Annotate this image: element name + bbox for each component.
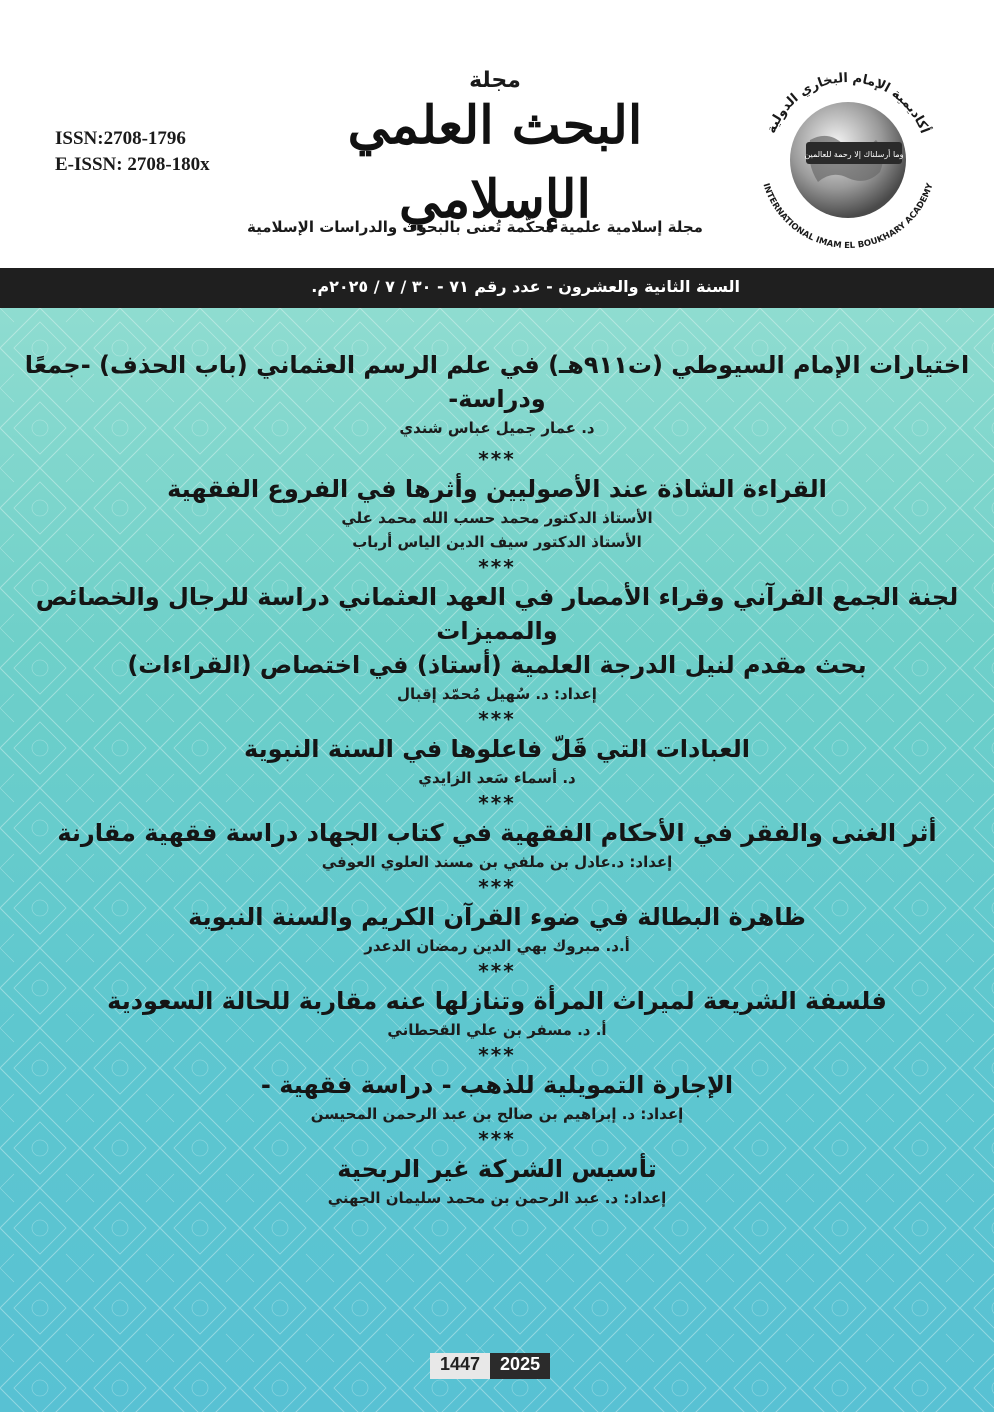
- issn: ISSN:2708-1796: [55, 128, 186, 149]
- article-author: إعداد: د. عبد الرحمن بن محمد سليمان الجهني: [327, 1189, 667, 1207]
- article: [0, 348, 994, 440]
- table-of-contents: [0, 308, 994, 1210]
- hijri-year: 1447: [430, 1353, 490, 1379]
- issn-block: [55, 126, 210, 178]
- separator: ***: [478, 959, 516, 983]
- article-title: لجنة الجمع القرآني وقراء الأمصار في العهد العثماني دراسة للرجال والخصائص والمميزات: [35, 583, 959, 645]
- issue-band: [0, 268, 994, 308]
- article: [0, 816, 994, 874]
- article-author: د. عمار جميل عباس شندي: [399, 419, 595, 437]
- article-author: د. أسماء سَعد الزايدي: [418, 769, 576, 787]
- separator: ***: [478, 791, 516, 815]
- separator: ***: [478, 447, 516, 471]
- magazine-title: البحث العلمي الإسلامي: [347, 95, 643, 230]
- article: [0, 472, 994, 554]
- article-title: الإجارة التمويلية للذهب - دراسة فقهية -: [260, 1071, 734, 1099]
- article-author: الأستاذ الدكتور محمد حسب الله محمد علي: [341, 509, 653, 527]
- article-author: إعداد: د. سُهيل مُحمّد إقبال: [397, 685, 597, 703]
- article: [0, 1152, 994, 1210]
- separator: ***: [478, 1043, 516, 1067]
- article-author: إعداد: د.عادل بن ملفي بن مسند العلوي العوفي: [321, 853, 673, 871]
- academy-logo: [748, 60, 948, 260]
- article-author: أ. د. مسفر بن علي القحطاني: [387, 1021, 607, 1039]
- article-author: الأستاذ الدكتور سيف الدين الياس أرباب: [352, 533, 642, 551]
- header: [0, 0, 994, 268]
- article-title: أثر الغنى والفقر في الأحكام الفقهية في كتاب الجهاد دراسة فقهية مقارنة: [57, 819, 937, 847]
- article-title: اختيارات الإمام السيوطي (ت٩١١هـ) في علم الرسم العثماني (باب الحذف) -جمعًا ودراسة-: [24, 351, 970, 413]
- separator: ***: [478, 707, 516, 731]
- article-title: فلسفة الشريعة لميراث المرأة وتنازلها عنه مقاربة للحالة السعودية: [107, 987, 887, 1015]
- magazine-title-block: [250, 68, 740, 237]
- logo-latin-name: INTERNATIONAL IMAM EL BOUKHARY ACADEMY: [760, 182, 936, 252]
- eissn: E-ISSN: 2708-180x: [55, 154, 210, 175]
- issue-info: السنة الثانية والعشرون - عدد رقم ٧١ - ٣٠ / ٧ / ٢٠٢٥م.: [311, 277, 740, 296]
- article-subtitle: بحث مقدم لنيل الدرجة العلمية (أستاذ) في اختصاص (القراءات): [127, 651, 867, 679]
- article: [0, 580, 994, 706]
- article: [0, 1068, 994, 1126]
- article-author: أ.د. مبروك بهي الدين رمضان الدعدر: [364, 937, 630, 955]
- year-badge: [430, 1353, 550, 1379]
- magazine-subtitle: مجلة إسلامية علمية محكّمة تُعنى بالبحوث والدراسات الإسلامية: [247, 218, 703, 236]
- magazine-label: مجلة: [469, 68, 521, 93]
- logo-arabic-name: أكاديمية الإمام البخاري الدولية: [764, 70, 932, 136]
- article: [0, 732, 994, 790]
- article-author: إعداد: د. إبراهيم بن صالح بن عبد الرحمن المحيسن: [310, 1105, 684, 1123]
- article-title: تأسيس الشركة غير الربحية: [337, 1155, 657, 1183]
- article: [0, 900, 994, 958]
- article-title: ظاهرة البطالة في ضوء القرآن الكريم والسنة النبوية: [188, 903, 806, 931]
- logo-motto: وما أرسلناك إلا رحمة للعالمين: [804, 150, 904, 159]
- article: [0, 984, 994, 1042]
- separator: ***: [478, 1127, 516, 1151]
- separator: ***: [478, 555, 516, 579]
- gregorian-year: 2025: [490, 1353, 550, 1379]
- separator: ***: [478, 875, 516, 899]
- article-title: العبادات التي قَلّ فاعلوها في السنة النبوية: [244, 735, 750, 763]
- article-title: القراءة الشاذة عند الأصوليين وأثرها في الفروع الفقهية: [167, 475, 827, 503]
